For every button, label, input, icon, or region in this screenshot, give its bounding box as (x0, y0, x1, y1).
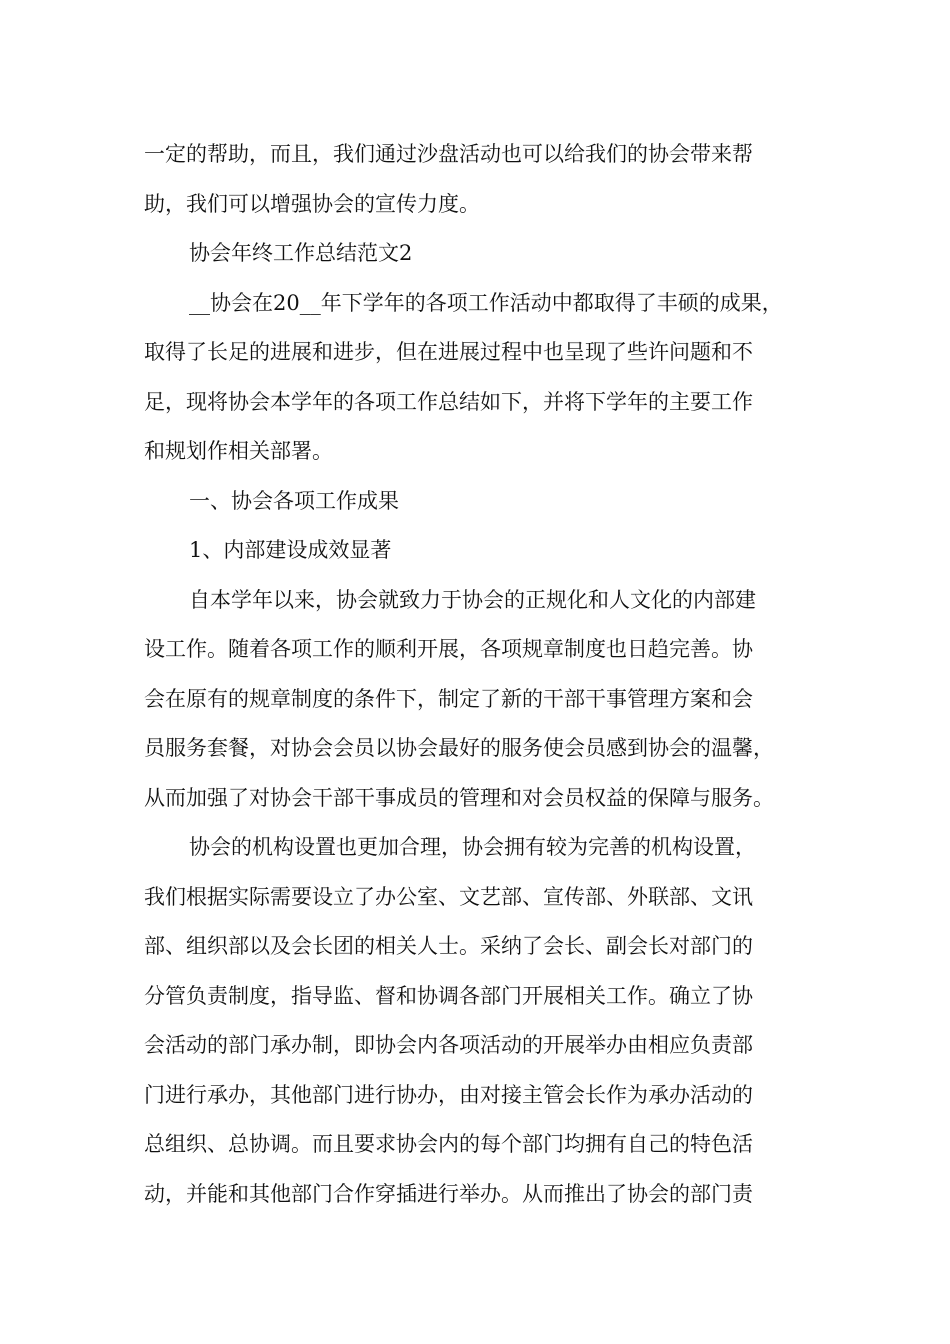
paragraph-line: 设工作。随着各项工作的顺利开展，各项规章制度也日趋完善。协 (144, 637, 753, 661)
paragraph-line: 一定的帮助，而且，我们通过沙盘活动也可以给我们的协会带来帮 (144, 142, 753, 166)
paragraph-line: 协会的机构设置也更加合理，协会拥有较为完善的机构设置， (189, 835, 756, 859)
paragraph-line: 动，并能和其他部门合作穿插进行举办。从而推出了协会的部门责 (144, 1181, 753, 1206)
paragraph-line: 和规划作相关部署。 (144, 439, 333, 463)
paragraph-line: 取得了长足的进展和进步，但在进展过程中也呈现了些许问题和不 (144, 340, 753, 364)
paragraph-line: 会活动的部门承办制，即协会内各项活动的开展举办由相应负责部 (144, 1033, 753, 1057)
heading-level-1: 一、协会各项工作成果 (189, 488, 399, 513)
paragraph-line: 从而加强了对协会干部干事成员的管理和对会员权益的保障与服务。 (144, 785, 774, 810)
document-body (144, 130, 834, 1219)
paragraph-line: 员服务套餐，对协会会员以协会最好的服务使会员感到协会的温馨， (144, 736, 774, 760)
paragraph-line: 会在原有的规章制度的条件下，制定了新的干部干事管理方案和会 (144, 686, 753, 711)
heading-level-2: 1、内部建设成效显著 (189, 538, 392, 562)
section-title: 协会年终工作总结范文2 (189, 241, 413, 265)
paragraph-line: 总组织、总协调。而且要求协会内的每个部门均拥有自己的特色活 (144, 1132, 753, 1156)
paragraph-line: 自本学年以来，协会就致力于协会的正规化和人文化的内部建 (189, 587, 756, 612)
paragraph-line: 分管负责制度，指导监、督和协调各部门开展相关工作。确立了协 (144, 983, 753, 1008)
paragraph-line: 我们根据实际需要设立了办公室、文艺部、宣传部、外联部、文讯 (144, 884, 753, 909)
paragraph-line: 门进行承办，其他部门进行协办，由对接主管会长作为承办活动的 (144, 1082, 753, 1107)
paragraph-line: __协会在20__年下学年的各项工作活动中都取得了丰硕的成果， (189, 290, 783, 315)
paragraph-line: 足，现将协会本学年的各项工作总结如下，并将下学年的主要工作 (144, 389, 753, 414)
paragraph-line: 助，我们可以增强协会的宣传力度。 (144, 191, 480, 216)
paragraph-line: 部、组织部以及会长团的相关人士。采纳了会长、副会长对部门的 (144, 934, 753, 958)
